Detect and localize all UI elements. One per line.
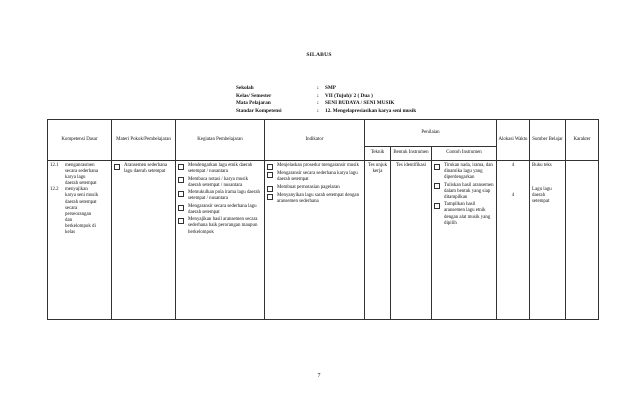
list-item [267,163,362,170]
info-key: Kelas/ Semester [236,92,272,99]
bullet-box-icon [267,172,273,178]
info-colon: : [317,107,319,114]
cell-teknik [365,161,391,320]
list-item [178,163,262,175]
header-indikator: Indikator [265,120,365,161]
info-colon: : [317,85,319,91]
info-value: SENI BUDAYA / SENI MUSIK [325,100,395,107]
contoh-text: Tuliskan hasil aransemen dalam bentuk yang siap ditampilkan [444,182,494,200]
table-row [48,161,599,320]
kegiatan-text: Menyajikan hasil aransemen secara sederhana baik perorangan maupun berkelompok [188,217,258,235]
list-item [267,171,362,183]
list-item [267,193,362,205]
document-title: SILABUS [306,52,332,58]
bullet-box-icon [267,186,273,192]
bullet-box-icon [434,164,440,170]
cell-kegiatan [176,161,265,320]
header-materi: Materi Pokok/Pembelajaran [112,120,176,161]
alokasi-value: 4 [511,193,515,199]
info-key: Sekolah [236,85,254,91]
bullet-box-icon [114,164,120,170]
header-penilaian: Penilaian [365,120,497,147]
kd-number: 12.2 [50,187,59,193]
list-item [434,202,494,226]
materi-text: Aransemen sederhana lagu daerah setempat [124,163,168,175]
list-item [434,183,494,201]
info-row-mapel [236,100,416,108]
bullet-box-icon [434,183,440,189]
bullet-box-icon [178,191,184,197]
list-item [178,217,262,235]
syllabus-info [236,85,416,115]
indikator-text: Membuat pernotasian pagelaran [277,184,340,190]
contoh-text: Tirukan nada, irama, dan dinamika lagu yang diperdengarkan [444,163,493,181]
syllabus-table [47,119,599,320]
list-item [178,177,262,189]
indikator-text: Mengaransir secara sederhana karya lagu daerah setempat [277,171,358,183]
info-colon: : [317,92,319,99]
list-item [267,185,362,192]
cell-bentuk [391,161,432,320]
list-item [178,204,262,216]
list-item [178,190,262,202]
header-sumber: Sumber Belajar [530,120,566,161]
bullet-box-icon [267,164,273,170]
bullet-box-icon [178,177,184,183]
kd-number: 12.1 [50,163,59,168]
cell-materi [112,161,176,320]
info-value: SMP [325,85,336,91]
cell-contoh [432,161,497,320]
kegiatan-text: Membaca notasi / karya musik daerah setempat / nusantara [188,176,249,188]
info-row-sekolah [236,85,416,93]
bullet-box-icon [267,194,273,200]
bullet-box-icon [178,164,184,170]
header-bentuk: Bentuk Instrumen [391,147,432,161]
kegiatan-text: Mendengarkan lagu etnik daerah setempat / nusantara [188,163,253,175]
kd-text: menyajikan karya seni musik daerah setempat secara perseorangan dan berkelompok di kelas [65,187,99,236]
info-row-sk [236,108,416,116]
kd-text: menganrasmen secara sederhana karya lagu daerah setempat [65,163,98,187]
cell-kompetensi [48,161,112,320]
bullet-box-icon [178,205,184,211]
sumber-text: Buku teks [532,163,552,168]
bullet-box-icon [178,218,184,224]
kd-item [50,187,109,236]
header-teknik: Teknik [365,147,391,161]
bentuk-text: Tes identifikasi [396,163,426,168]
page-number: 7 [317,373,321,379]
header-kompetensi: Kompetensi Dasar [48,120,112,161]
kegiatan-text: Mengaransir secara sederhana lagu daerah setempat [188,203,257,215]
contoh-text: Tampilkan hasil aransemen lagu etnik dengan alat musik yang dipilih [444,202,491,226]
info-colon: : [317,100,319,107]
kegiatan-text: Memukulkan pola irama lagu daerah setempat / nusantara [188,190,260,202]
cell-karakter [566,161,599,320]
indikator-text: Menjelaskan prosedur mengaransir musik [277,163,359,168]
info-key: Mata Pelajaran [236,100,271,107]
teknik-text: Tes unjuk kerja [367,163,388,175]
info-row-kelas [236,93,416,101]
cell-sumber [530,161,566,320]
header-contoh: Contoh Instrumen [432,147,497,161]
header-kegiatan: Kegiatan Pembelajaran [176,120,265,161]
sumber-text: Lagu lagu daerah setempat [532,187,552,205]
bullet-box-icon [434,203,440,209]
cell-indikator [265,161,365,320]
info-value: VII (Tujuh)/ 2 ( Dua ) [325,92,373,99]
indikator-text: Menyanyikan lagu sarah setempat dengan aransemen sederhana [277,192,360,205]
kd-item [50,163,109,187]
cell-alokasi [497,161,530,320]
list-item [114,163,173,175]
header-alokasi: Alokasi Waktu [497,120,530,161]
info-key: Standar Kompetensi [236,107,282,114]
header-karakter: Karakter [566,120,599,161]
list-item [434,163,494,181]
info-value: 12. Mengelapresiasikan karya seni musik [325,107,417,114]
alokasi-value: 4 [511,163,515,168]
